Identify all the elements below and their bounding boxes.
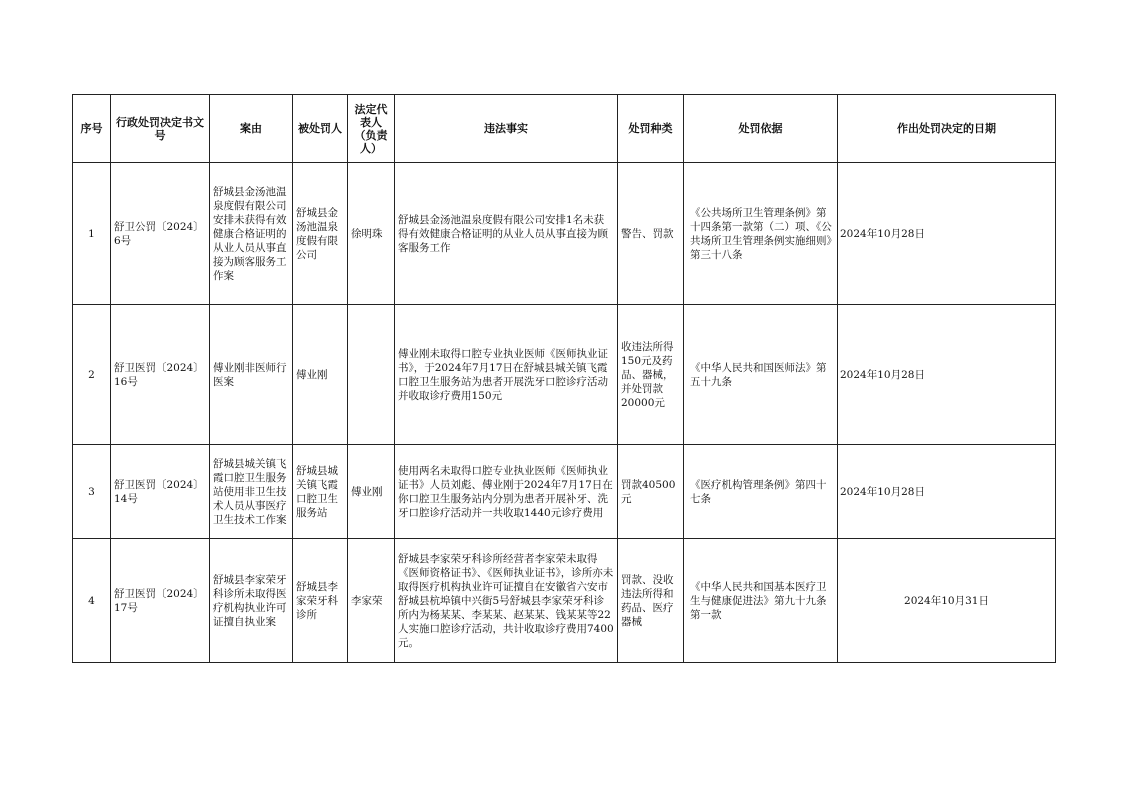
header-legal-rep: 法定代表人（负责人）	[348, 95, 395, 163]
cell-case: 舒城县李家荣牙科诊所未取得医疗机构执业许可证擅自执业案	[210, 539, 293, 663]
cell-basis: 《中华人民共和国基本医疗卫生与健康促进法》第九十九条第一款	[684, 539, 838, 663]
cell-basis: 《公共场所卫生管理条例》第十四条第一款第（二）项、《公共场所卫生管理条例实施细则》第三十八条	[684, 163, 838, 305]
penalty-table	[72, 94, 1056, 663]
cell-penalty-type: 警告、罚款	[618, 163, 684, 305]
cell-penalty-type: 罚款40500元	[618, 445, 684, 539]
cell-legal-rep: 李家荣	[348, 539, 395, 663]
cell-facts: 舒城县李家荣牙科诊所经营者李家荣未取得《医师资格证书》、《医师执业证书》，诊所亦未取得医疗机构执业许可证擅自在安徽省六安市舒城县杭埠镇中兴街5号舒城县李家荣牙科诊所内为杨某某、李某某、赵某某、钱某某等22人实施口腔诊疗活动，共计收取诊疗费用7400元。	[395, 539, 618, 663]
cell-penalty-type: 收违法所得150元及药品、器械，并处罚款20000元	[618, 305, 684, 445]
header-seq: 序号	[73, 95, 111, 163]
cell-party: 舒城县李家荣牙科诊所	[293, 539, 348, 663]
cell-basis: 《中华人民共和国医师法》第五十九条	[684, 305, 838, 445]
cell-date: 2024年10月31日	[838, 539, 1056, 663]
cell-doc-no: 舒卫医罚〔2024〕17号	[111, 539, 210, 663]
cell-case: 舒城县城关镇飞霞口腔卫生服务站使用非卫生技术人员从事医疗卫生技术工作案	[210, 445, 293, 539]
cell-party: 舒城县城关镇飞霞口腔卫生服务站	[293, 445, 348, 539]
cell-basis: 《医疗机构管理条例》第四十七条	[684, 445, 838, 539]
table-row	[73, 163, 1056, 305]
table-row	[73, 539, 1056, 663]
header-doc-no: 行政处罚决定书文号	[111, 95, 210, 163]
table-row	[73, 445, 1056, 539]
header-facts: 违法事实	[395, 95, 618, 163]
cell-seq: 2	[73, 305, 111, 445]
cell-doc-no: 舒卫医罚〔2024〕16号	[111, 305, 210, 445]
header-party: 被处罚人	[293, 95, 348, 163]
cell-legal-rep: 傅业刚	[348, 445, 395, 539]
header-case: 案由	[210, 95, 293, 163]
cell-facts: 傅业刚未取得口腔专业执业医师《医师执业证书》，于2024年7月17日在舒城县城关镇飞霞口腔卫生服务站为患者开展洗牙口腔诊疗活动并收取诊疗费用150元	[395, 305, 618, 445]
cell-doc-no: 舒卫医罚〔2024〕14号	[111, 445, 210, 539]
header-penalty-type: 处罚种类	[618, 95, 684, 163]
cell-case: 傅业刚非医师行医案	[210, 305, 293, 445]
cell-seq: 1	[73, 163, 111, 305]
cell-doc-no: 舒卫公罚〔2024〕6号	[111, 163, 210, 305]
table-row	[73, 305, 1056, 445]
cell-party: 舒城县金汤池温泉度假有限公司	[293, 163, 348, 305]
cell-penalty-type: 罚款、没收违法所得和药品、医疗器械	[618, 539, 684, 663]
cell-party: 傅业刚	[293, 305, 348, 445]
cell-facts: 使用两名未取得口腔专业执业医师《医师执业证书》人员刘彪、傅业刚于2024年7月17日在你口腔卫生服务站内分别为患者开展补牙、洗牙口腔诊疗活动并一共收取1440元诊疗费用	[395, 445, 618, 539]
table-header-row	[73, 95, 1056, 163]
cell-facts: 舒城县金汤池温泉度假有限公司安排1名未获得有效健康合格证明的从业人员从事直接为顾客服务工作	[395, 163, 618, 305]
cell-seq: 4	[73, 539, 111, 663]
cell-seq: 3	[73, 445, 111, 539]
cell-date: 2024年10月28日	[838, 445, 1056, 539]
cell-date: 2024年10月28日	[838, 305, 1056, 445]
cell-case: 舒城县金汤池温泉度假有限公司安排未获得有效健康合格证明的从业人员从事直接为顾客服务工作案	[210, 163, 293, 305]
header-basis: 处罚依据	[684, 95, 838, 163]
cell-legal-rep	[348, 305, 395, 445]
cell-date: 2024年10月28日	[838, 163, 1056, 305]
cell-legal-rep: 徐明珠	[348, 163, 395, 305]
header-date: 作出处罚决定的日期	[838, 95, 1056, 163]
